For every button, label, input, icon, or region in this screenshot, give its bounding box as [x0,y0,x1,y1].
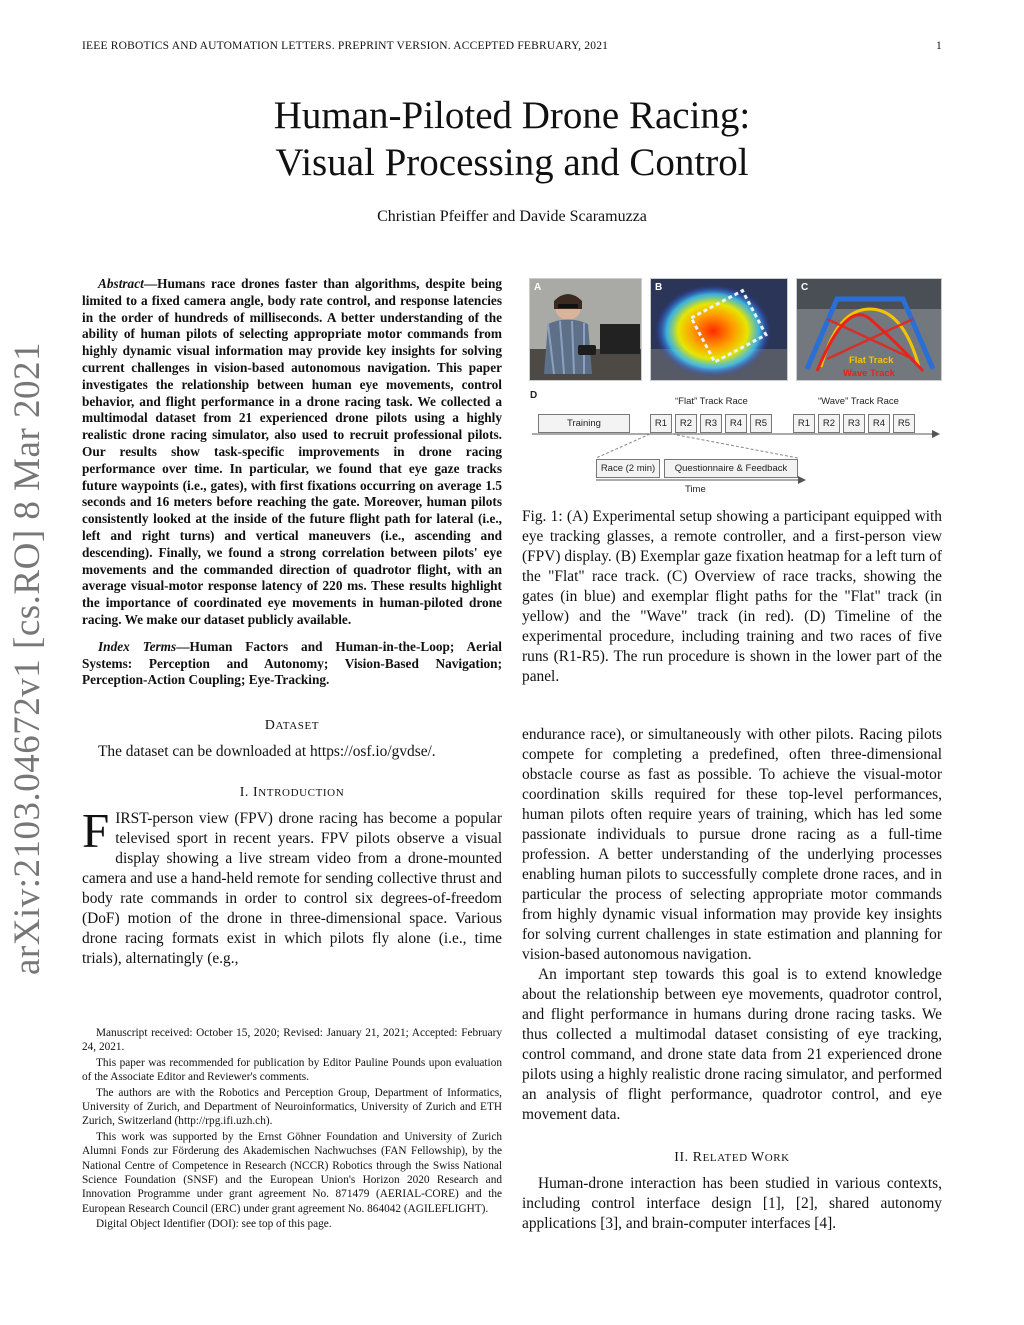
wave-run-box: R2 [818,414,840,433]
drop-cap: F [82,803,110,859]
wave-run-box: R3 [843,414,865,433]
intro-paragraph [82,803,502,969]
introduction-body [82,803,502,969]
flat-run-box: R3 [700,414,722,433]
flat-run-box: R5 [750,414,772,433]
related-work-paragraph: Human-drone interaction has been studied in various contexts, including control interface design [1], [2], shared autonomy applications [3], and brain-computer interfaces [4]. [522,1175,942,1232]
intro-text: IRST-person view (FPV) drone racing has become a popular televised sport in recent years. FPV pilots observe a visual display showing a live stream video from a drone-mounted camera and use a hand-held remote for sending collective thrust and body rate commands in order to control six degrees-of-freedom (DoF) motion of the drone in three-dimensional space. Various drone racing formats exist in which pilots fly alone (i.e., time trials), alternatingly (e.g., [82,810,502,968]
heading-smallcaps: ELATED [702,1152,752,1164]
right-column-body [522,725,942,1234]
section-heading-related-work [522,1147,942,1168]
time-axis-label: Time [685,484,706,495]
legend-wave-track: Wave Track [843,368,895,379]
index-terms-text: —Human Factors and Human-in-the-Loop; Aerial Systems: Perception and Autonomy; Vision-Based Navigation; Perception-Action Coupling; Eye-Tracking. [82,638,502,688]
footnote-doi: Digital Object Identifier (DOI): see top of this page. [96,1218,332,1231]
dataset-link-text: The dataset can be downloaded at https://osf.io/gvdse/. [98,743,436,761]
flat-run-box: R2 [675,414,697,433]
timeline-arrowhead [932,430,940,438]
figure-1 [522,276,942,502]
panel-label-c: C [801,282,809,293]
figure-1-caption: Fig. 1: (A) Experimental setup showing a participant equipped with eye tracking glasses, a remote controller, and a first-person view (FPV) display. (B) Exemplar gaze fixation heatmap for a left turn of the "Flat" race track. (C) Overview of race tracks, showing the gates (in blue) and exemplar flight paths for the "Flat" track (in yellow) and the "Wave" track (in red). (D) Timeline of the experimental procedure, including training and two races of five runs (R1-R5). The run procedure is shown in the lower part of the panel. [522,508,942,685]
wave-run-box: R5 [893,414,915,433]
heading-initial: II. R [674,1149,703,1164]
abstract [82,276,502,629]
section-heading-introduction [82,782,502,803]
heading-smallcaps: ATASET [275,720,320,733]
title-line-1: Human-Piloted Drone Racing: [273,94,751,137]
panel-label-a: A [534,282,542,293]
footnote-received: Manuscript received: October 15, 2020; Revised: January 21, 2021; Accepted: February 24, 2021. [82,1027,502,1054]
wave-run-box: R4 [868,414,890,433]
heading-initial: I. I [239,784,259,800]
legend-flat-track: Flat Track [849,355,894,366]
flat-run-box: R4 [725,414,747,433]
index-terms [82,639,502,689]
race-duration-box: Race (2 min) [596,459,660,478]
flat-race-label: “Flat” Track Race [675,396,748,407]
footnote-editor: This paper was recommended for publication by Editor Pauline Pounds upon evaluation of the Associate Editor and Reviewer's comments. [82,1056,502,1084]
running-title: IEEE ROBOTICS AND AUTOMATION LETTERS. PREPRINT VERSION. ACCEPTED FEBRUARY, 2021 [82,40,609,52]
training-box: Training [538,414,630,433]
questionnaire-box: Questionnaire & Feedback [664,459,798,478]
intro-paragraph-2: An important step towards this goal is to extend knowledge about the relationship between eye movements, quadrotor control, and flight performance in humans during drone racing tasks. We thus collected a multimodal dataset consisting of eye tracking, control command, and drone state data from 21 experienced drone pilots using a highly realistic drone racing simulator, and performed an analysis of flight performance, quadrotor control, and eye movement data. [522,966,942,1123]
paper-title [82,92,942,186]
left-column [82,276,502,969]
title-line-2: Visual Processing and Control [275,141,749,184]
abstract-text: —Humans race drones faster than algorithms, despite being limited to a fixed camera angle, body rate control, and response latencies in the order of hundreds of milliseconds. A better understanding of the ability of human pilots of selecting appropriate motor commands from highly dynamic visual information may provide key insights for solving current challenges in vision-based autonomous navigation. This paper investigates the relationship between human eye movements, control behavior, and flight performance in a drone racing task. We collected a multimodal dataset from 21 experienced drone pilots using a highly realistic drone racing simulator, also used to recruit professional pilots. Our results show task-specific improvements in drone racing performance over time. In particular, we found that eye gaze tracks future waypoints (i.e., gates), with first fixations occurring on average 1.5 seconds and 16 meters before reaching the gate. Moreover, human pilots consistently looked at the inside of the future flight path for lateral (i.e., left and right turns) and vertical maneuvers (i.e., ascending and descending). Finally, we found a strong correlation between pilots' eye movements and the commanded direction of quadrotor flight, with an average visual-motor response latency of 220 ms. These results highlight the importance of coordinated eye movements in human-piloted drone racing. We make our dataset publicly available. [82,276,502,627]
panel-label-d: D [530,390,538,401]
title-block [82,92,942,226]
wave-race-label: “Wave” Track Race [818,396,899,407]
heading-smallcaps: NTRODUCTION [258,787,345,800]
footnote-affiliation: The authors are with the Robotics and Perception Group, Department of Informatics, University of Zurich, and Department of Neuroinformatics, University of Zurich and ETH Zurich, Switzerland (http://rpg.ifi.uzh.ch). [82,1086,502,1128]
page-number: 1 [936,40,942,52]
arxiv-sidebar-stamp: arXiv:2103.04672v1 [cs.RO] 8 Mar 2021 [7,341,48,975]
abstract-label: Abstract [98,276,144,291]
heading-initial: D [264,717,276,733]
author-list: Christian Pfeiffer and Davide Scaramuzza [377,208,647,225]
flat-run-box: R1 [650,414,672,433]
footnotes [82,1026,502,1233]
footnote-funding: This work was supported by the Ernst Göhner Foundation and University of Zurich Alumni Fonds zur Förderung des Akademischen Nachwuchses (FAN Fellowship), by the National Centre of Competence in Research (NCCR) Robotics through the Swiss National Science Foundation (SNSF) and the European Union's Horizon 2020 Research and Innovation Programme under grant agreement No. 871479 (AERIAL-CORE) and the European Research Council (ERC) under grant agreement No. 864042 (AGILEFLIGHT). [82,1130,502,1215]
section-heading-dataset [82,715,502,736]
intro-continuation-paragraph: endurance race), or simultaneously with other pilots. Racing pilots compete for completing a predefined, often three-dimensional obstacle course as fast as possible. To achieve the visual-motor coordination skills required for these top-level performances, human pilots often require years of training, which has led some passionate individuals to pursue drone racing as a full-time profession. A better understanding of the underlying processes enabling human pilots to successfully complete drone races, and in particular the process of selecting appropriate motor commands from highly dynamic visual information may provide key insights for solving current challenges in state estimation and planning for vision-based autonomous navigation. [522,726,942,963]
wave-run-box: R1 [793,414,815,433]
heading-smallcaps: ORK [764,1152,790,1164]
heading-initial: W [751,1149,765,1164]
index-terms-label: Index Terms [98,638,177,654]
panel-label-b: B [655,282,663,293]
